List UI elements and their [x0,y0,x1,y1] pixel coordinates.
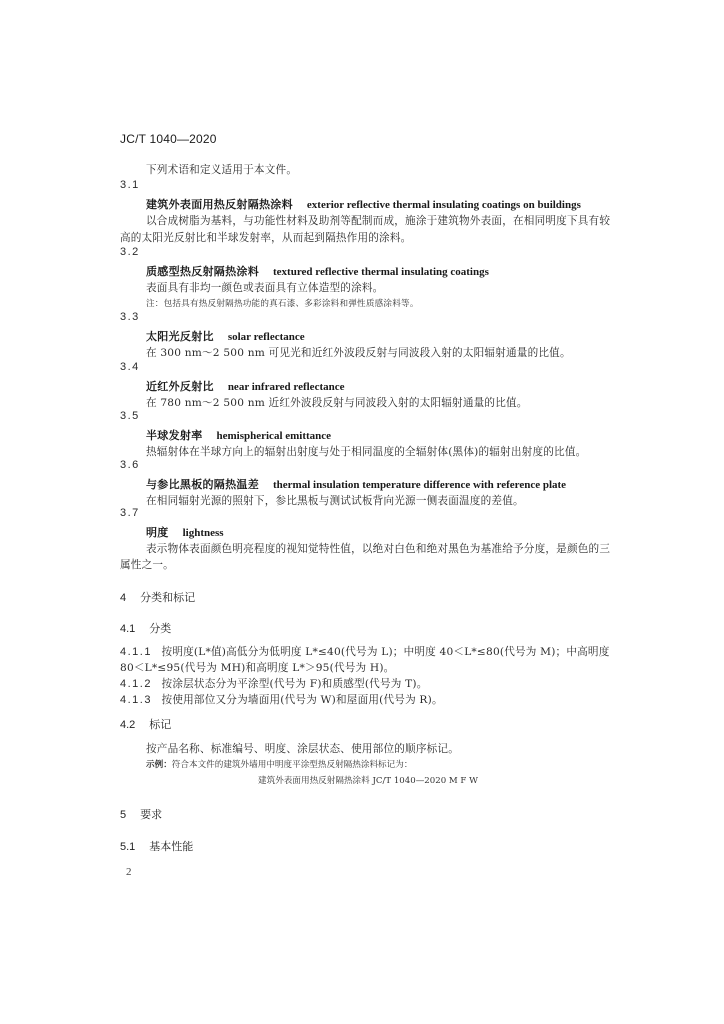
term-heading [146,378,345,394]
clause-4-1-1 [120,644,610,659]
term-heading [146,476,566,492]
term-number: 3.2 [120,246,140,258]
example [146,758,412,770]
term-en: near infrared reflectance [227,381,345,393]
term-heading [146,196,581,212]
clause-text: 按使用部位又分为墙面用(代号为 W)和屋面用(代号为 R)。 [161,694,443,706]
subsection-title: 分类 [149,622,172,635]
term-zh: 与参比黑板的隔热温差 [146,478,259,491]
term-number: 3.4 [120,361,140,373]
subsection-title: 标记 [149,718,172,731]
subsection-number: 5.1 [120,841,136,853]
term-en: hemispherical emittance [216,430,332,442]
clause-number: 4.1.2 [120,678,152,690]
term-heading [146,524,224,540]
term-definition: 表面具有非均一颜色或表面具有立体造型的涂料。 [146,282,384,294]
subsection-number: 4.2 [120,719,136,731]
document-code: JC/T 1040—2020 [120,132,217,146]
term-en: thermal insulation temperature difference with reference plate [273,479,567,491]
term-zh: 太阳光反射比 [146,330,214,343]
term-number: 3.6 [120,459,140,471]
term-definition: 在 780 nm～2 500 nm 近红外波段反射与同波段入射的太阳辐射通量的比值。 [146,397,528,409]
marking-text: 按产品名称、标准编号、明度、涂层状态、使用部位的顺序标记。 [146,743,460,755]
section-title: 要求 [140,808,163,821]
clause-text: 80＜L*≤95(代号为 MH)和高明度 L*＞95(代号为 H)。 [120,662,395,674]
subsection-title: 基本性能 [149,840,194,853]
clause-4-1-3 [120,692,443,707]
term-en: lightness [182,527,224,539]
term-en: textured reflective thermal insulating coatings [273,266,489,278]
example-text: 符合本文件的建筑外墙用中明度平涂型热反射隔热涂料标记为： [171,760,413,770]
term-zh: 建筑外表面用热反射隔热涂料 [146,198,293,211]
term-definition: 属性之一。 [120,559,174,571]
subsection-heading [120,716,171,732]
subsection-heading [120,620,171,636]
section-title: 分类和标记 [140,591,196,604]
subsection-heading [120,838,193,854]
term-heading [146,263,489,279]
section-number: 4 [120,592,127,604]
term-number: 3.3 [120,311,140,323]
page-number: 2 [126,866,132,878]
clause-text: 按明度(L*值)高低分为低明度 L*≤40(代号为 L)；中明度 40＜L*≤80(代号为 M)；中高明度 [161,646,610,658]
clause-number: 4.1.1 [120,646,152,658]
clause-text: 按涂层状态分为平涂型(代号为 F)和质感型(代号为 T)。 [161,678,428,690]
section-number: 5 [120,809,127,821]
term-zh: 半球发射率 [146,429,203,442]
term-en: exterior reflective thermal insulating coatings on buildings [306,199,581,211]
term-number: 3.7 [120,507,140,519]
term-zh: 近红外反射比 [146,380,214,393]
term-en: solar reflectance [227,331,305,343]
term-note: 注：包括具有热反射隔热功能的真石漆、多彩涂料和弹性质感涂料等。 [146,299,419,309]
terms-intro: 下列术语和定义适用于本文件。 [146,164,298,176]
term-definition: 在 300 nm～2 500 nm 可见光和近红外波段反射与同波段入射的太阳辐射通量的比值。 [146,347,571,359]
term-definition: 表示物体表面颜色明亮程度的视知觉特性值，以绝对白色和绝对黑色为基准给予分度，是颜色的三 [146,543,611,555]
clause-number: 4.1.3 [120,694,152,706]
section-heading [120,806,162,822]
subsection-number: 4.1 [120,623,136,635]
term-zh: 明度 [146,526,169,539]
example-label: 示例： [146,760,172,770]
term-definition: 以合成树脂为基料，与功能性材料及助剂等配制而成，施涂于建筑物外表面，在相同明度下具有较 [146,215,611,227]
term-definition: 在相同辐射光源的照射下，参比黑板与测试试板背向光源一侧表面温度的差值。 [146,495,524,507]
example-mark: 建筑外表面用热反射隔热涂料 JC/T 1040—2020 M F W [258,776,478,786]
clause-4-1-2 [120,676,428,691]
term-heading [146,427,331,443]
section-heading [120,589,195,605]
term-number: 3.5 [120,410,140,422]
term-heading [146,328,305,344]
term-definition: 热辐射体在半球方向上的辐射出射度与处于相同温度的全辐射体(黑体)的辐射出射度的比值。 [146,446,587,458]
term-number: 3.1 [120,179,140,191]
term-definition: 高的太阳光反射比和半球发射率，从而起到隔热作用的涂料。 [120,232,412,244]
term-zh: 质感型热反射隔热涂料 [146,265,259,278]
